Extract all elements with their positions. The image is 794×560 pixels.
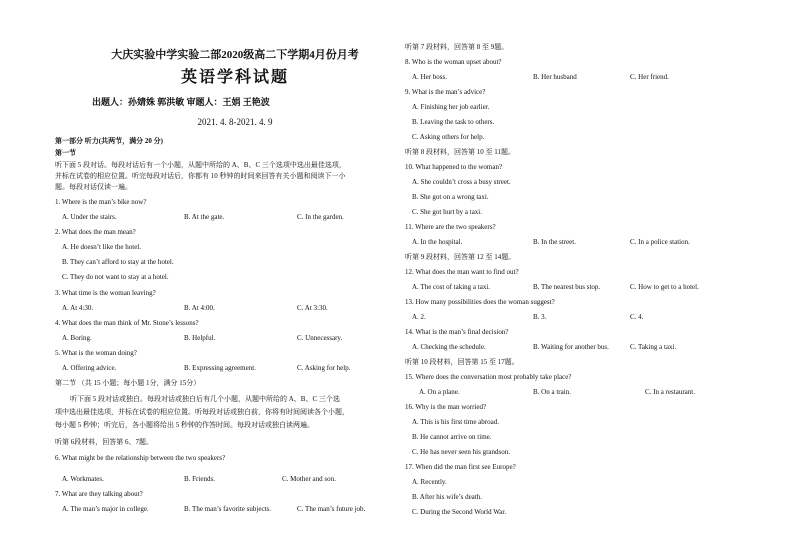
exam-title: 大庆实验中学实验二部2020级高二下学期4月份月考 [111, 49, 359, 61]
q7-option-b: B. The man’s favorite subjects. [184, 505, 271, 513]
q17-option-b: B. After his wife’s death. [412, 493, 482, 501]
q7-option-a: A. The man’s major in college. [62, 505, 149, 513]
question-7: 7. What are they talking about? [55, 490, 143, 498]
q13-option-c: C. 4. [630, 313, 644, 321]
q4-option-a: A. Boring. [62, 334, 92, 342]
q10-option-b: B. She got on a wrong taxi. [412, 193, 489, 201]
q6-option-a: A. Workmates. [62, 475, 104, 483]
q15-option-b: B. On a train. [533, 388, 571, 396]
material-6-heading: 听第 6段材料，回答第 6、7题。 [55, 438, 153, 446]
q3-option-a: A. At 4:30. [62, 304, 94, 312]
q15-option-c: C. In a restaurant. [645, 388, 695, 396]
q2-option-c: C. They do not want to stay at a hotel. [62, 273, 169, 281]
q11-option-b: B. In the street. [533, 238, 576, 246]
q16-option-a: A. This is his first time abroad. [412, 418, 499, 426]
question-15: 15. Where does the conversation most probably take place? [405, 373, 572, 381]
q8-option-a: A. Her boss. [412, 73, 447, 81]
q3-option-c: C. At 3:30. [297, 304, 328, 312]
q12-option-b: B. The nearest bus stop. [533, 283, 601, 291]
q7-option-c: C. The man’s future job. [297, 505, 366, 513]
instructions1-line: 题。每段对话仅读一遍。 [55, 183, 132, 191]
section2-heading: 第二节 （共 15 小题；每小题 1分，满分 15分） [55, 379, 201, 387]
exam-date: 2021. 4. 8-2021. 4. 9 [197, 117, 273, 127]
q17-option-c: C. During the Second World War. [412, 508, 507, 516]
section1-heading: 第一节 [55, 149, 76, 157]
q9-option-c: C. Asking others for help. [412, 133, 485, 141]
question-12: 12. What does the man want to find out? [405, 268, 519, 276]
question-16: 16. Why is the man worried? [405, 403, 487, 411]
instructions2-line: 每小题 5 秒钟；听完后，各小题将给出 5 秒钟的作答时间。每段对话或独白读两遍。 [55, 421, 314, 429]
q6-option-c: C. Mother and son. [282, 475, 336, 483]
q16-option-b: B. He cannot arrive on time. [412, 433, 492, 441]
instructions1-line: 听下面 5 段对话。每段对话后有一个小题，从题中所给的 A、B、C 三个选项中选出最佳选项， [55, 161, 346, 169]
q12-option-a: A. The cost of taking a taxi. [412, 283, 491, 291]
q11-option-c: C. In a police station. [630, 238, 690, 246]
q2-option-a: A. He doesn’t like the hotel. [62, 243, 141, 251]
instructions2-line: 听下面 5 段对话或独白。每段对话或独白后有几个小题，从题中所给的 A、B、C 三个选 [70, 395, 340, 403]
question-14: 14. What is the man’s final decision? [405, 328, 509, 336]
q14-option-c: C. Taking a taxi. [630, 343, 677, 351]
instructions1-line: 并标在试卷的相应位置。听完每段对话后，你都有 10 秒钟的时间来回答有关小题和阅读下一小 [55, 172, 346, 180]
question-3: 3. What time is the woman leaving? [55, 289, 156, 297]
material-10-heading: 听第 10 段材料，回答第 15 至 17题。 [405, 358, 519, 366]
q11-option-a: A. In the hospital. [412, 238, 463, 246]
q1-option-b: B. At the gate. [184, 213, 225, 221]
q17-option-a: A. Recently. [412, 478, 447, 486]
instructions2-line: 项中选出最佳选项，并标在试卷的相应位置。听每段对话或独白前，你将有时间阅读各个小题， [55, 408, 349, 416]
q1-option-a: A. Under the stairs. [62, 213, 117, 221]
q5-option-a: A. Offering advice. [62, 364, 117, 372]
material-8-heading: 听第 8 段材料，回答第 10 至 11题。 [405, 148, 515, 156]
question-4: 4. What does the man think of Mr. Stone’s lessons? [55, 319, 199, 327]
q10-option-c: C. She got hurt by a taxi. [412, 208, 482, 216]
q3-option-b: B. At 4:00. [184, 304, 215, 312]
q14-option-b: B. Waiting for another bus. [533, 343, 609, 351]
question-17: 17. When did the man first see Europe? [405, 463, 516, 471]
q9-option-a: A. Finishing her job earlier. [412, 103, 490, 111]
q13-option-a: A. 2. [412, 313, 426, 321]
question-1: 1. Where is the man’s bike now? [55, 198, 147, 206]
q5-option-b: B. Expressing agreement. [184, 364, 256, 372]
q8-option-b: B. Her husband [533, 73, 577, 81]
q9-option-b: B. Leaving the task to others. [412, 118, 495, 126]
material-7-heading: 听第 7 段材料，回答第 8 至 9题。 [405, 43, 509, 51]
question-13: 13. How many possibilities does the woman suggest? [405, 298, 555, 306]
material-9-heading: 听第 9 段材料，回答第 12 至 14题。 [405, 253, 516, 261]
q13-option-b: B. 3. [533, 313, 547, 321]
part1-heading: 第一部分 听力(共两节，满分 20 分) [55, 137, 163, 145]
q4-option-b: B. Helpful. [184, 334, 216, 342]
q6-option-b: B. Friends. [184, 475, 215, 483]
q10-option-a: A. She couldn’t cross a busy street. [412, 178, 511, 186]
q4-option-c: C. Unnecessary. [297, 334, 343, 342]
q14-option-a: A. Checking the schedule. [412, 343, 486, 351]
question-6: 6. What might be the relationship between the two speakers? [55, 454, 226, 462]
question-10: 10. What happened to the woman? [405, 163, 503, 171]
q16-option-c: C. He has never seen his grandson. [412, 448, 510, 456]
question-8: 8. Who is the woman upset about? [405, 58, 502, 66]
q5-option-c: C. Asking for help. [297, 364, 351, 372]
authors-line: 出题人：孙婧姝 郭洪敏 审题人：王娟 王艳波 [92, 97, 270, 107]
question-9: 9. What is the man’s advice? [405, 88, 486, 96]
question-11: 11. Where are the two speakers? [405, 223, 496, 231]
q15-option-a: A. On a plane. [419, 388, 460, 396]
subject-title: 英语学科试题 [180, 69, 289, 86]
q2-option-b: B. They can’t afford to stay at the hotel. [62, 258, 174, 266]
question-2: 2. What does the man mean? [55, 228, 136, 236]
q8-option-c: C. Her friend. [630, 73, 669, 81]
q1-option-c: C. In the garden. [297, 213, 344, 221]
question-5: 5. What is the woman doing? [55, 349, 137, 357]
q12-option-c: C. How to get to a hotel. [630, 283, 699, 291]
